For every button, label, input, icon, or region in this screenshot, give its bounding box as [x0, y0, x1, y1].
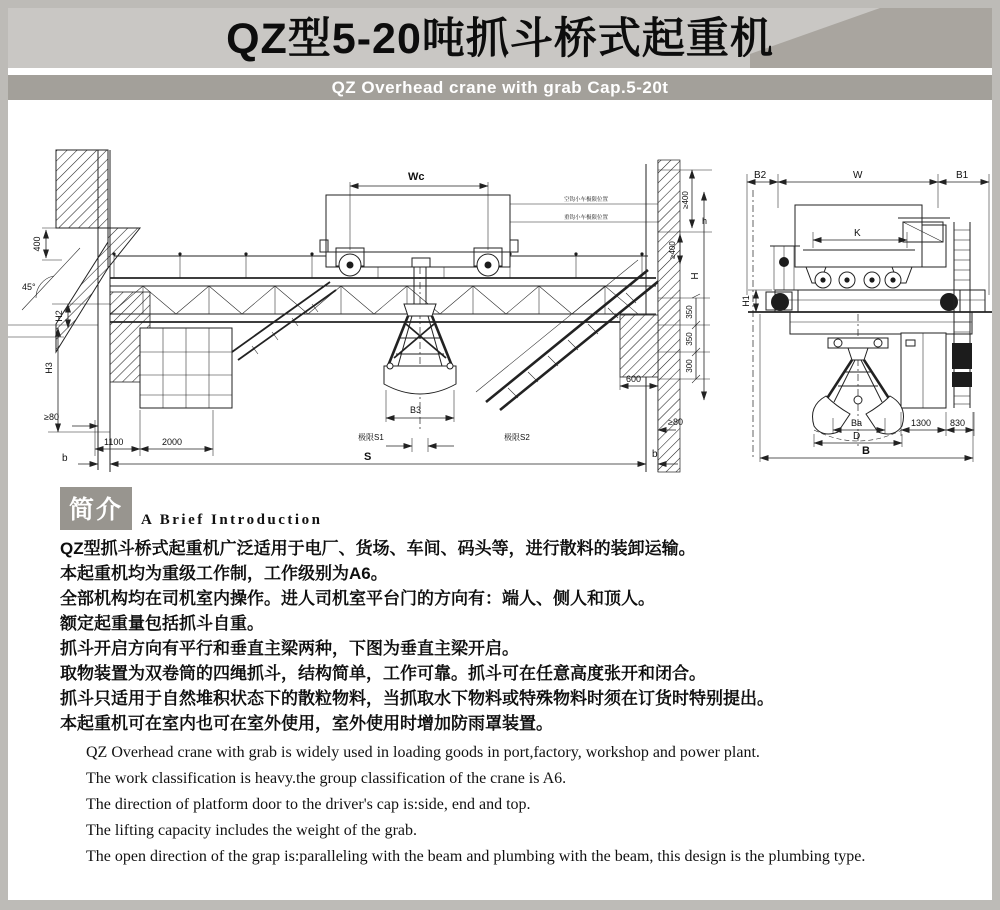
dim-h2: H2 [54, 310, 64, 322]
side-view [8, 150, 712, 472]
technical-drawing [8, 100, 992, 480]
dim-b3: B3 [410, 405, 422, 415]
page-title: QZ型5-20吨抓斗桥式起重机 [226, 15, 774, 63]
leader-label-2: 重钩小车极限位置 [564, 215, 609, 221]
dim-wc: Wc [408, 171, 425, 183]
dim-ba: Ba [851, 418, 863, 428]
leader-label-1: 空钩小车极限位置 [564, 197, 609, 203]
subtitle-bar [8, 75, 992, 100]
dim-ge80-right: ≥80 [668, 417, 683, 427]
trolley-end [795, 205, 946, 288]
dim-400: 400 [32, 236, 42, 252]
intro-section [8, 480, 992, 870]
dim-600: 600 [626, 374, 642, 384]
dim-ge400-lower: ≥400 [668, 241, 677, 259]
label-limit-s1: 极限S1 [358, 433, 384, 442]
en-paragraph: The lifting capacity includes the weight of the grab. [86, 822, 417, 839]
dim-1100: 1100 [104, 437, 124, 447]
dim-b1: B1 [956, 170, 969, 181]
dim-span-s: S [364, 451, 372, 463]
en-paragraph: The direction of platform door to the driver's cap is:side, end and top. [86, 796, 531, 813]
dim-ge80-left: ≥80 [44, 412, 59, 422]
page-subtitle: QZ Overhead crane with grab Cap.5-20t [331, 78, 669, 97]
dim-b: B [862, 445, 870, 457]
right-wall [620, 160, 710, 472]
dim-2000: 2000 [162, 437, 183, 447]
en-paragraph: QZ Overhead crane with grab is widely used in loading goods in port,factory, workshop and power plant. [86, 744, 760, 761]
intro-heading-en: A Brief Introduction [141, 512, 323, 528]
dim-b-left: b [62, 453, 68, 464]
grab-side [358, 267, 530, 452]
dim-830: 830 [950, 418, 966, 428]
dim-b-right: b [652, 449, 658, 460]
dim-h3: H3 [44, 362, 54, 374]
cn-paragraph: 抓斗开启方向有平行和垂直主梁两种，下图为垂直主梁开启。 [60, 639, 519, 658]
label-limit-s2: 极限S2 [504, 433, 530, 442]
cn-paragraph: 额定起重量包括抓斗自重。 [60, 614, 264, 633]
en-paragraph: The work classification is heavy.the group classification of the crane is A6. [86, 770, 567, 787]
banner [8, 8, 992, 68]
cn-paragraph: 取物装置为双卷筒的四绳抓斗，结构简单，工作可靠。抓斗可在任意高度张开和闭合。 [60, 664, 706, 683]
dim-45deg: 45° [22, 282, 36, 292]
cn-paragraph: 抓斗只适用于自然堆积状态下的散粒物料，当抓取水下物料或特殊物料时须在订货时特别提出。 [60, 689, 774, 708]
intro-header [60, 490, 992, 530]
dim-h-total: H [690, 272, 701, 280]
dim-d: D [853, 431, 861, 442]
dim-h-lower: h [702, 216, 708, 226]
dim-h1: H1 [741, 295, 751, 307]
end-view [741, 170, 992, 462]
dim-ge400-upper: ≥400 [681, 191, 690, 209]
cn-paragraph: 本起重机可在室内也可在室外使用，室外使用时增加防雨罩装置。 [60, 714, 553, 733]
left-wall [8, 150, 150, 472]
dim-b2: B2 [754, 170, 767, 181]
en-paragraph: The open direction of the grap is:paralleling with the beam and plumbing with the beam, this design is the plumbing type. [86, 848, 866, 865]
dim-350-b: 350 [685, 332, 694, 346]
dim-1300: 1300 [911, 418, 932, 428]
intro-chinese-paragraphs [60, 536, 992, 736]
trolley-side [320, 171, 658, 276]
cn-paragraph: QZ型抓斗桥式起重机广泛适用于电厂、货场、车间、码头等，进行散料的装卸运输。 [60, 539, 696, 558]
intro-english-paragraphs [60, 740, 880, 870]
driver-cab [140, 282, 336, 408]
dim-w: W [853, 170, 863, 181]
intro-badge: 简介 [60, 487, 132, 530]
dim-300: 300 [685, 359, 694, 373]
cn-paragraph: 全部机构均在司机室内操作。进人司机室平台门的方向有：端人、侧人和顶人。 [60, 589, 655, 608]
dim-350-a: 350 [685, 305, 694, 319]
dim-k: K [854, 228, 861, 239]
banner-gap [8, 68, 992, 75]
cn-paragraph: 本起重机均为重级工作制，工作级别为A6。 [60, 564, 388, 583]
